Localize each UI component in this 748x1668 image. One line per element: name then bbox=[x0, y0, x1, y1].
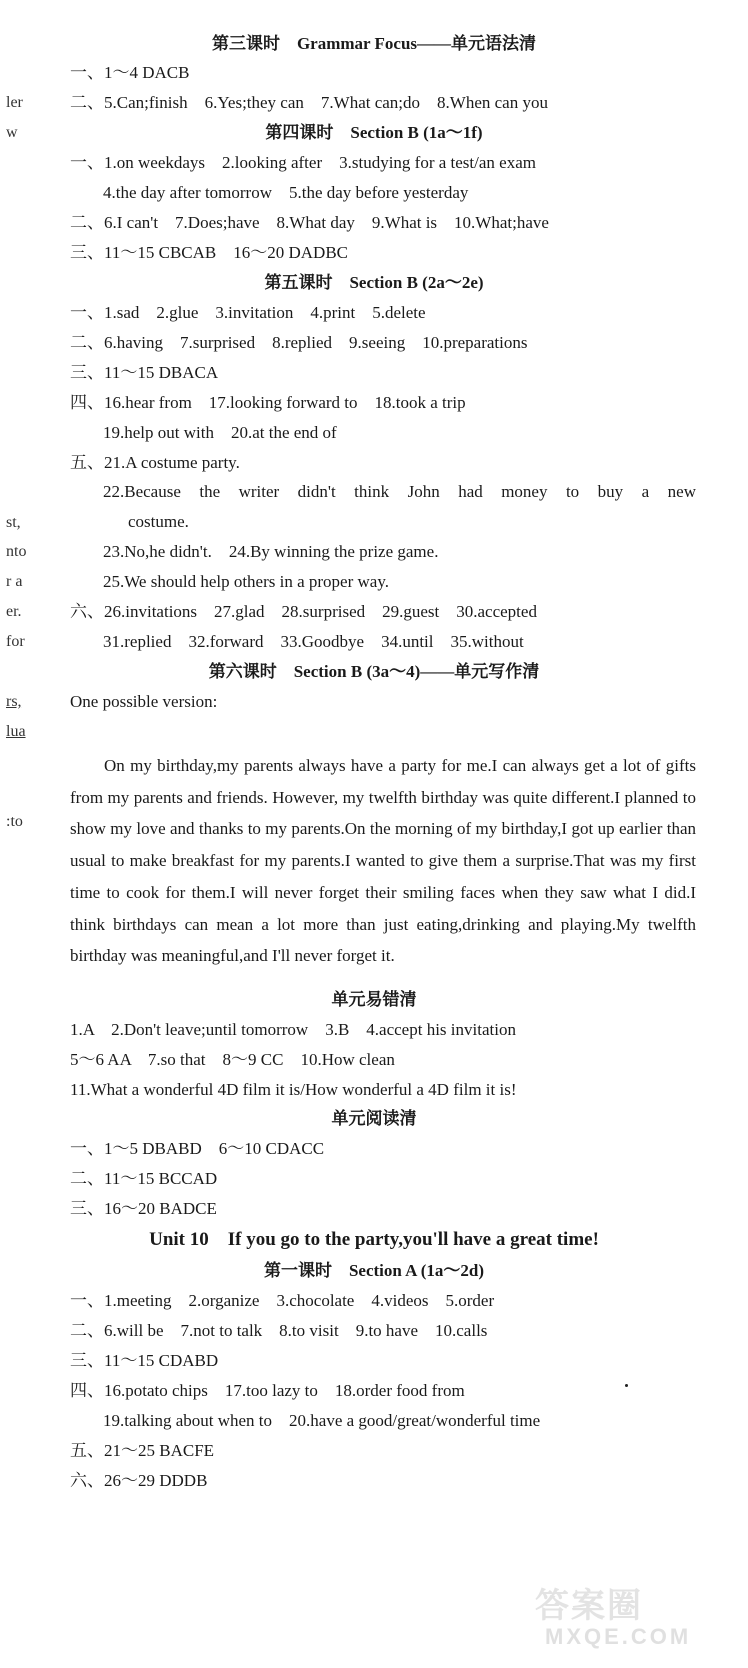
lesson5-heading: 第五课时 Section B (2a～2e) bbox=[264, 273, 484, 292]
answer-line: 三、16～20 BADCE bbox=[70, 1199, 217, 1218]
lesson4-heading: 第四课时 Section B (1a～1f) bbox=[265, 123, 483, 142]
answer-line: 四、16.hear from 17.looking forward to 18.took a trip bbox=[70, 393, 466, 412]
margin-fragment: w bbox=[6, 124, 18, 141]
answer-line: costume. bbox=[128, 512, 189, 531]
answer-line: 23.No,he didn't. 24.By winning the prize game. bbox=[103, 542, 439, 561]
answer-line: 4.the day after tomorrow 5.the day before yesterday bbox=[103, 183, 469, 202]
answer-line: 六、26～29 DDDB bbox=[70, 1471, 208, 1490]
margin-fragment: r a bbox=[6, 573, 23, 590]
answer-line: 一、1.meeting 2.organize 3.chocolate 4.videos 5.order bbox=[70, 1291, 495, 1310]
answer-line: 二、6.I can't 7.Does;have 8.What day 9.What is 10.What;have bbox=[70, 213, 549, 232]
answer-line: 四、16.potato chips 17.too lazy to 18.order food from bbox=[70, 1381, 465, 1400]
answer-line: 三、11～15 CDABD bbox=[70, 1351, 219, 1370]
answer-line: 5～6 AA 7.so that 8～9 CC 10.How clean bbox=[70, 1050, 395, 1069]
margin-fragment: :to bbox=[6, 813, 23, 830]
answer-line: 五、21.A costume party. bbox=[70, 453, 240, 472]
margin-fragment: rs, bbox=[6, 693, 22, 710]
watermark-site: MXQE.COM bbox=[545, 1624, 692, 1649]
answer-line: 二、6.having 7.surprised 8.replied 9.seeing 10.preparations bbox=[70, 333, 528, 352]
margin-fragment: nto bbox=[6, 543, 27, 560]
unit10-lesson1-heading: 第一课时 Section A (1a～2d) bbox=[263, 1261, 485, 1280]
answer-line: 六、26.invitations 27.glad 28.surprised 29.guest 30.accepted bbox=[70, 602, 537, 621]
answer-line: 一、1.sad 2.glue 3.invitation 4.print 5.delete bbox=[70, 303, 426, 322]
answer-line: 一、1.on weekdays 2.looking after 3.studying for a test/an exam bbox=[70, 153, 536, 172]
essay-paragraph bbox=[70, 750, 696, 972]
answer-line: 19.talking about when to 20.have a good/great/wonderful time bbox=[103, 1411, 541, 1430]
margin-fragment: er. bbox=[6, 603, 22, 620]
margin-fragment: ler bbox=[6, 94, 23, 111]
answer-line: 一、1～4 DACB bbox=[70, 63, 190, 82]
answer-line: 31.replied 32.forward 33.Goodbye 34.until 35.without bbox=[103, 632, 524, 651]
answer-line: 三、11～15 DBACA bbox=[70, 363, 219, 382]
answer-line: 22.Because the writer didn't think John had money to buy a new bbox=[103, 482, 696, 501]
margin-fragment: st, bbox=[6, 514, 21, 531]
lesson3-heading: 第三课时 Grammar Focus——单元语法清 bbox=[211, 34, 537, 53]
answer-line: 二、6.will be 7.not to talk 8.to visit 9.to have 10.calls bbox=[70, 1321, 488, 1340]
lesson6-heading: 第六课时 Section B (3a～4)——单元写作清 bbox=[208, 662, 540, 681]
margin-fragment: for bbox=[6, 633, 25, 650]
watermark-logo: 答案圈 bbox=[535, 1588, 643, 1625]
reading-heading: 单元阅读清 bbox=[331, 1109, 417, 1128]
answer-line: 19.help out with 20.at the end of bbox=[103, 423, 337, 442]
essay-intro: One possible version: bbox=[70, 692, 218, 711]
answer-line: 二、11～15 BCCAD bbox=[70, 1169, 218, 1188]
answer-line: 二、5.Can;finish 6.Yes;they can 7.What can;do 8.When can you bbox=[70, 93, 548, 112]
answer-line: 11.What a wonderful 4D film it is/How wonderful a 4D film it is! bbox=[70, 1080, 517, 1099]
answer-line: 五、21～25 BACFE bbox=[70, 1441, 215, 1460]
answer-line: 1.A 2.Don't leave;until tomorrow 3.B 4.accept his invitation bbox=[70, 1020, 516, 1039]
essay-text: On my birthday,my parents always have a party for me.I can always get a lot of gifts from my parents and friends. However, my twelfth birthday was quite different.I planned to show my love and thanks to my parents.On the morning of my birthday,I got up earlier than usual to make breakfast for my parents.I wanted to give them a surprise.That was my first time to cook for them.I will never forget their smiling faces when they saw what I did.I think birthdays can mean a lot more than just eating,drinking and playing.My twelfth birthday was meaningful,and I'll never forget it. bbox=[70, 756, 696, 966]
margin-fragment: lua bbox=[6, 723, 26, 740]
speck-dot bbox=[625, 1384, 628, 1387]
answer-line: 三、11～15 CBCAB 16～20 DADBC bbox=[70, 243, 349, 262]
answer-line: 25.We should help others in a proper way. bbox=[103, 572, 389, 591]
mistakes-heading: 单元易错清 bbox=[331, 990, 417, 1009]
answer-line: 一、1～5 DBABD 6～10 CDACC bbox=[70, 1139, 325, 1158]
unit10-title: Unit 10 If you go to the party,you'll have a great time! bbox=[149, 1229, 599, 1250]
